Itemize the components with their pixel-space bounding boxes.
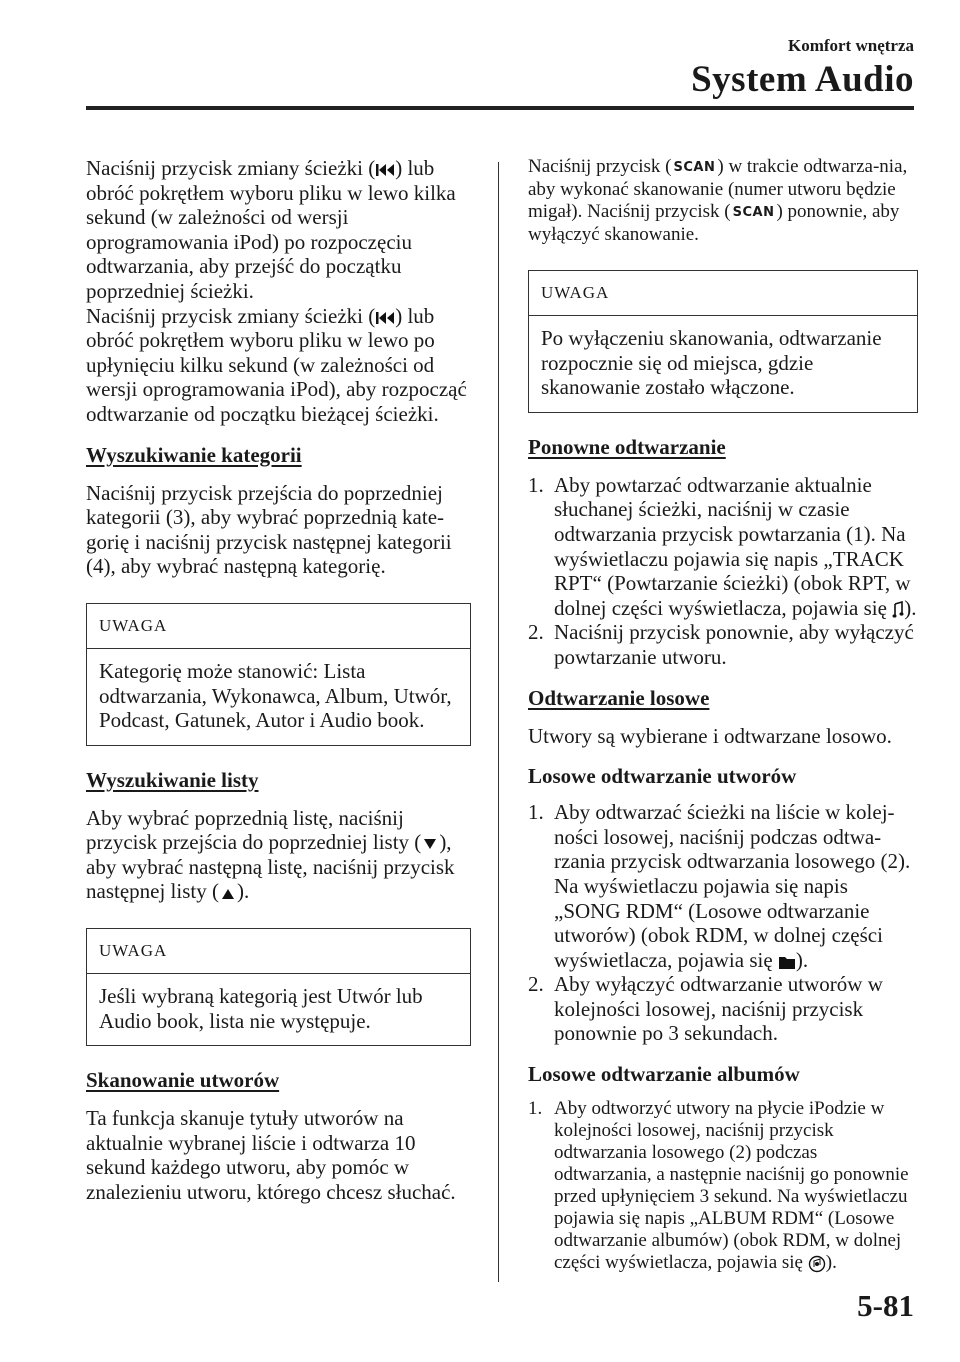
list-item: 2. Aby wyłączyć odtwarzanie utworów w kolejności losowej, naciśnij przycisk ponownie po 3 sekundach. [528,972,883,1046]
music-note-icon [892,601,904,619]
column-divider [498,162,499,1282]
paragraph-track-scan: Ta funkcja skanuje tytuły utworów na aktualnie wybranej liście i odtwarza 10 sekund każdego utworu, aby pomóc w znalezieniu utworu, którego chcesz słuchać. [86,1106,456,1205]
right-column [528,156,918,1274]
paragraph-scan-usage: Naciśnij przycisk ( SCAN ) w trakcie odtwarza-nia, aby wykonać skanowanie (numer utworu będzie migał). Naciśnij przycisk ( SCAN ) ponownie, aby wyłączyć skanowanie. [528,156,908,245]
note-heading: UWAGA [87,604,470,649]
paragraph-prev-track: Naciśnij przycisk zmiany ścieżki ( ) lub obróć pokrętłem wyboru pliku w lewo kilka sekund (w zależności od wersji oprogramowania iPod) po rozpoczęciu odtwarzania, aby przejść do początku poprzedniej ścieżki. [86,156,456,303]
list-item: 1. Aby odtwarzać ścieżki na liście w kolej-ności losowej, naciśnij podczas odtwa-rzania przycisk odtwarzania losowego (2). Na wyświetlaczu pojawia się napis „SONG RDM“ (Losowe odtwarzanie utworów) (obok RDM, w dolnej części wyświetlacza, pojawia się ). [528,800,911,972]
page-number: 5-81 [857,1288,914,1323]
note-body: Po wyłączeniu skanowania, odtwarzanie rozpocznie się od miejsca, gdzie skanowanie zostało włączone. [541,326,882,400]
heading-repeat-play: Ponowne odtwarzanie [528,434,726,459]
list-random-track-steps [528,800,918,1046]
subheading-random-albums: Losowe odtwarzanie albumów [528,1062,800,1087]
paragraph-restart-track: Naciśnij przycisk zmiany ścieżki ( ) lub obróć pokrętłem wyboru pliku w lewo po upłynięciu kilku sekund (w zależności od wersji oprogramowania iPod), aby rozpocząć odtwarzanie od początku bieżącej ścieżki. [86,303,467,426]
note-box-category [86,603,471,746]
note-heading: UWAGA [87,929,470,974]
subheading-random-tracks: Losowe odtwarzanie utworów [528,764,797,789]
track-back-icon [375,311,395,325]
heading-category-search: Wyszukiwanie kategorii [86,442,302,467]
scan-button-icon: SCAN [732,205,775,220]
list-item: 1. Aby odtworzyć utwory na płycie iPodzie w kolejności losowej, naciśnij przycisk odtwarzania losowego (2) podczas odtwarzania, a następnie naciśnij go ponownie przed upłynięciem 3 sekund. Na wyświetlaczu pojawia się napis „ALBUM RDM“ (Losowe odtwarzanie albumów) (obok RDM, w dolnej części wyświetlacza, pojawia się ). [528,1098,909,1274]
heading-random-play: Odtwarzanie losowe [528,685,710,710]
triangle-up-icon [219,887,237,901]
left-column [86,156,471,1205]
paragraph-list-search: Aby wybrać poprzednią listę, naciśnij przycisk przejścia do poprzedniej listy ( ), aby wybrać następną listę, naciśnij przycisk następnej listy ( ). [86,805,455,904]
header-rule [86,106,914,110]
folder-icon [778,954,796,970]
note-body: Jeśli wybraną kategorią jest Utwór lub Audio book, lista nie występuje. [99,984,423,1033]
page-title: System Audio [691,59,914,100]
triangle-down-icon [421,837,439,851]
list-random-album-steps [528,1098,918,1274]
note-box-list [86,928,471,1046]
paragraph-random-play: Utwory są wybierane i odtwarzane losowo. [528,723,892,748]
list-item: 1. Aby powtarzać odtwarzanie aktualnie słuchanej ścieżki, naciśnij w czasie odtwarzania przycisk powtarzania (1). Na wyświetlaczu pojawia się napis „TRACK RPT“ (Powtarzanie ścieżki) (obok RPT, w dolnej części wyświetlacza, pojawia się ). [528,472,917,620]
scan-button-icon: SCAN [673,160,716,175]
disc-icon [808,1255,826,1273]
note-box-scan [528,270,918,413]
list-item: 2. Naciśnij przycisk ponownie, aby wyłączyć powtarzanie utworu. [528,620,914,669]
note-body: Kategorię może stanowić: Lista odtwarzania, Wykonawca, Album, Utwór, Podcast, Gatunek, Autor i Audio book. [99,658,452,733]
section-name: Komfort wnętrza [787,36,914,55]
paragraph-category-search: Naciśnij przycisk przejścia do poprzedniej kategorii (3), aby wybrać poprzednią kate-gorię i naciśnij przycisk następnej kategorii (4), aby wybrać następną kategorię. [86,480,452,579]
track-back-icon [375,163,395,177]
list-repeat-steps [528,473,918,670]
note-heading: UWAGA [529,271,917,316]
heading-track-scan: Skanowanie utworów [86,1068,280,1093]
heading-list-search: Wyszukiwanie listy [86,767,259,792]
